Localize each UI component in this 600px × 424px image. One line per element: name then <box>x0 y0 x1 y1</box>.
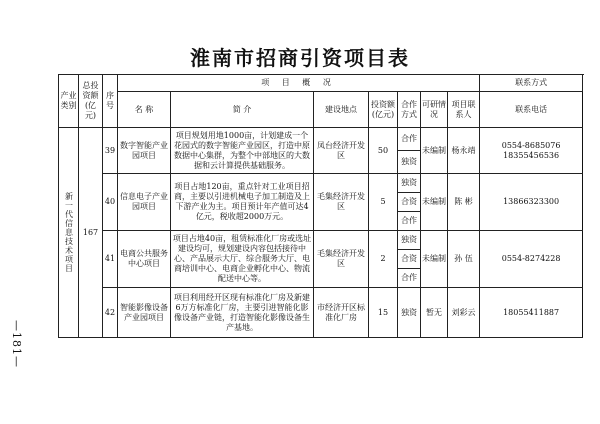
coop-mode-cell: 独资 <box>398 231 421 250</box>
seq-cell: 42 <box>103 288 118 338</box>
industry-category-cell: 新一代信息技术项目 <box>59 128 79 338</box>
location-cell: 凤台经济开发区 <box>314 128 369 174</box>
coop-mode-cell: 独资 <box>398 174 421 193</box>
location-cell: 市经济开区标准化厂房 <box>314 288 369 338</box>
page-number: —181— <box>10 320 23 368</box>
contact-phone-cell: 18055411887 <box>480 288 583 338</box>
investment-cell: 50 <box>369 128 398 174</box>
seq-cell: 41 <box>103 231 118 288</box>
header-contact-phone: 联系电话 <box>480 92 583 128</box>
header-total-investment: 总投资额(亿元) <box>79 75 103 128</box>
coop-mode-cell: 独资 <box>398 288 421 338</box>
coop-mode-cell: 合作 <box>398 212 421 231</box>
header-location: 建设地点 <box>314 92 369 128</box>
research-status-cell: 未编制 <box>421 128 448 174</box>
header-seq: 序号 <box>103 75 118 128</box>
contact-phone-cell: 0554-8685076 18355456536 <box>480 128 583 174</box>
project-intro-cell: 项目利用经开区现有标准化厂房及新建6万方标准化厂房，主要引进智能化影像设备产业链，打造智能化影像设备生产基地。 <box>171 288 314 338</box>
coop-mode-cell: 合作 <box>398 269 421 288</box>
project-name-cell: 智能影像设备产业园项目 <box>118 288 171 338</box>
investment-cell: 2 <box>369 231 398 288</box>
project-intro-cell: 项目规划用地1000亩，计划建成一个花园式的数字智能产业园区，打造中原数据中心集群，为整个中部地区的大数据和云计算提供基础服务。 <box>171 128 314 174</box>
contact-person-cell: 孙 伍 <box>448 231 480 288</box>
coop-mode-cell: 合资 <box>398 193 421 212</box>
investment-cell: 5 <box>369 174 398 231</box>
contact-person-cell: 杨永靖 <box>448 128 480 174</box>
header-intro: 简 介 <box>171 92 314 128</box>
page-title: 淮南市招商引资项目表 <box>190 46 410 70</box>
project-intro-cell: 项目占地120亩，重点针对工业项目招商，主要以引进机械电子加工制造及上下游产业为主。项目预计年产值可达4亿元，税收超2000万元。 <box>171 174 314 231</box>
header-project-contact: 项目联系人 <box>448 92 480 128</box>
header-coop-mode: 合作方式 <box>398 92 421 128</box>
header-research-status: 可研情况 <box>421 92 448 128</box>
project-name-cell: 信息电子产业园项目 <box>118 174 171 231</box>
contact-person-cell: 刘彩云 <box>448 288 480 338</box>
contact-phone-cell: 0554-8274228 <box>480 231 583 288</box>
project-name-cell: 数字智能产业园项目 <box>118 128 171 174</box>
coop-mode-cell: 合作 <box>398 128 421 151</box>
project-name-cell: 电商公共服务中心项目 <box>118 231 171 288</box>
header-contact: 联系方式 <box>480 75 583 92</box>
research-status-cell: 未编制 <box>421 231 448 288</box>
total-investment-cell: 167 <box>79 128 103 338</box>
header-investment: 投资额(亿元) <box>369 92 398 128</box>
location-cell: 毛集经济开发区 <box>314 174 369 231</box>
project-intro-cell: 项目占地40亩，租赁标准化厂房或选址建设均可，规划建设内容包括接待中心、产品展示大厅、综合服务大厅、电商培训中心、电商企业孵化中心、物流配送中心等。 <box>171 231 314 288</box>
contact-person-cell: 陈 彬 <box>448 174 480 231</box>
contact-phone-cell: 13866323300 <box>480 174 583 231</box>
seq-cell: 39 <box>103 128 118 174</box>
investment-cell: 15 <box>369 288 398 338</box>
header-name: 名 称 <box>118 92 171 128</box>
seq-cell: 40 <box>103 174 118 231</box>
research-status-cell: 未编制 <box>421 174 448 231</box>
investment-table <box>58 74 583 338</box>
coop-mode-cell: 合资 <box>398 250 421 269</box>
location-cell: 毛集经济开发区 <box>314 231 369 288</box>
header-industry-category: 产业类别 <box>59 75 79 128</box>
coop-mode-cell: 独资 <box>398 151 421 174</box>
header-project-overview: 项 目 概 况 <box>118 75 480 92</box>
research-status-cell: 暂无 <box>421 288 448 338</box>
